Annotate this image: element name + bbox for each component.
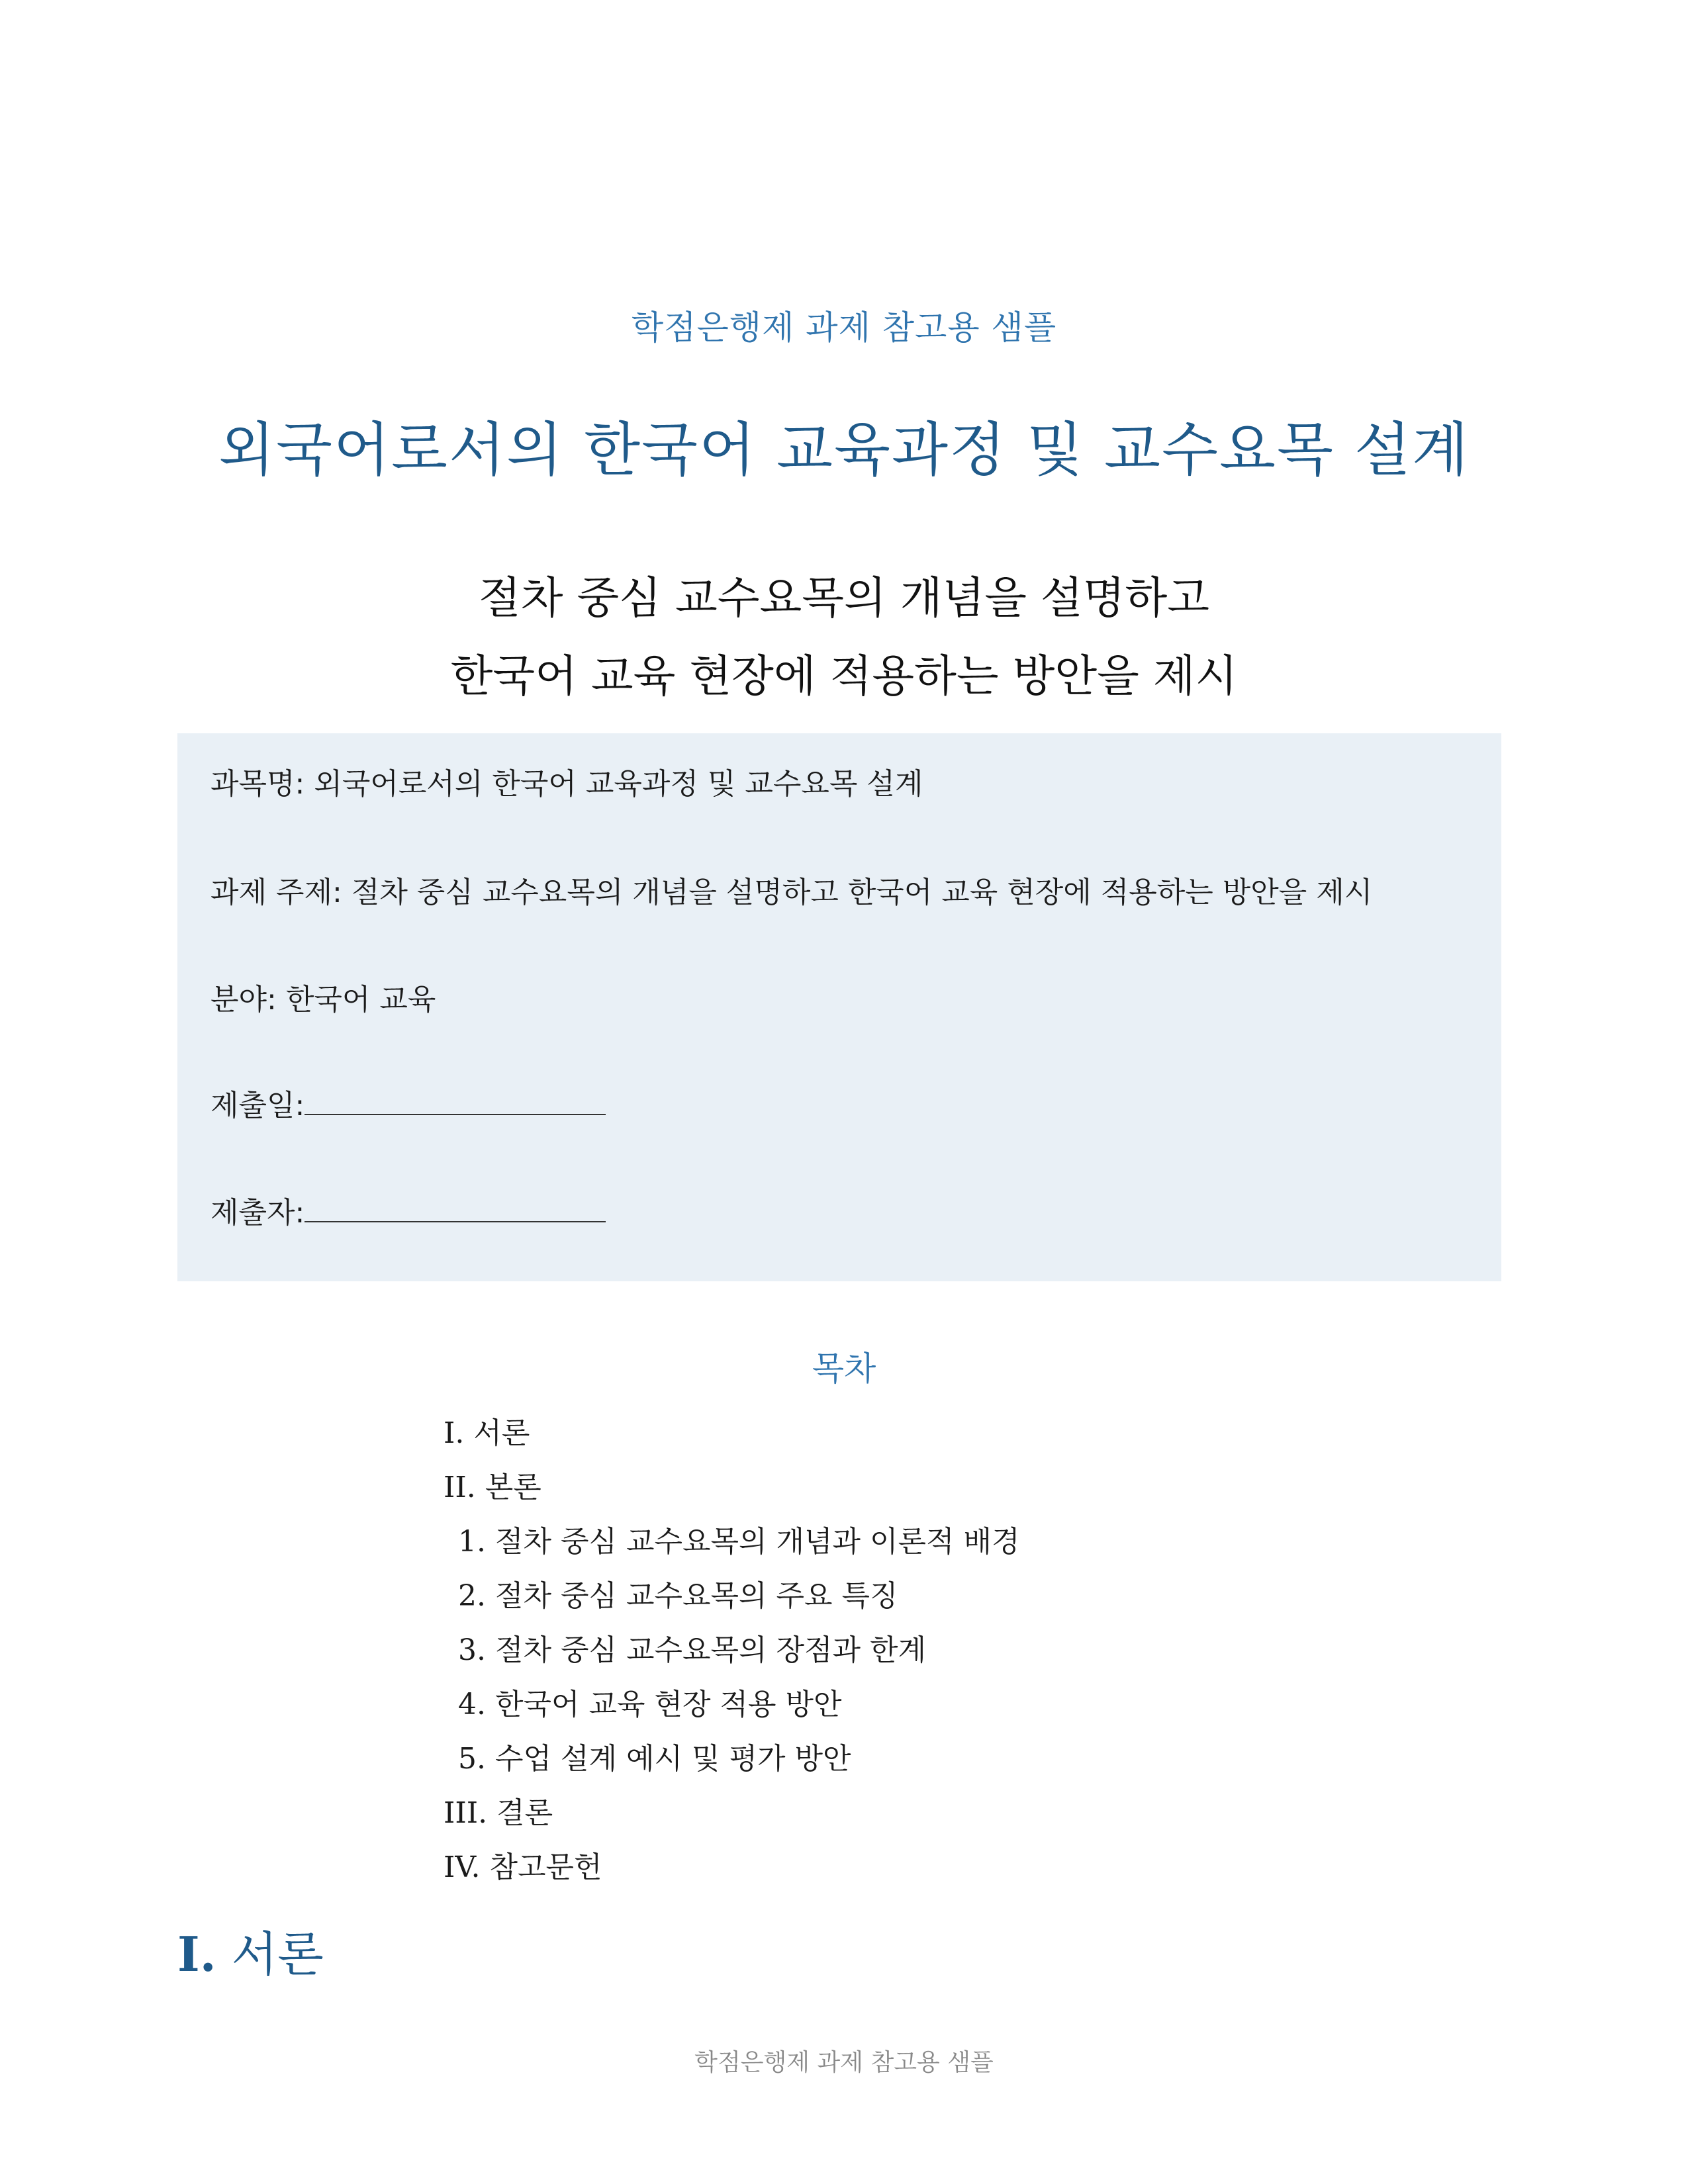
document-subtitle: [0, 559, 1688, 715]
toc-item: 2. 절차 중심 교수요목의 주요 특징: [458, 1579, 898, 1613]
subtitle-line-2: 한국어 교육 현장에 적용하는 방안을 제시: [450, 651, 1238, 702]
header-label: 학점은행제 과제 참고용 샘플: [631, 308, 1057, 347]
course-name: 과목명: 외국어로서의 한국어 교육과정 및 교수요목 설계: [211, 767, 923, 801]
submission-date: [211, 1081, 606, 1124]
toc-item: II. 본론: [444, 1471, 541, 1504]
toc-item: III. 결론: [444, 1796, 553, 1830]
toc-item: 5. 수업 설계 예시 및 평가 방안: [458, 1742, 851, 1776]
toc-item: 3. 절차 중심 교수요목의 장점과 한계: [458, 1633, 926, 1667]
table-of-contents: [444, 1406, 1019, 1895]
document-title: 외국어로서의 한국어 교육과정 및 교수요목 설계: [218, 416, 1470, 484]
subtitle-line-1: 절차 중심 교수요목의 개념을 설명하고: [478, 572, 1209, 623]
section-heading-introduction: I. 서론: [177, 1926, 324, 1982]
toc-item: 1. 절차 중심 교수요목의 개념과 이론적 배경: [458, 1525, 1020, 1559]
toc-item: IV. 참고문헌: [444, 1850, 602, 1884]
submission-date-blank: [305, 1087, 606, 1115]
field: 분야: 한국어 교육: [211, 983, 436, 1017]
toc-item: I. 서론: [444, 1416, 530, 1450]
info-box: [177, 733, 1501, 1281]
submission-date-label: 제출일:: [211, 1089, 305, 1122]
submitter: [211, 1189, 606, 1231]
assignment-topic: 과제 주제: 절차 중심 교수요목의 개념을 설명하고 한국어 교육 현장에 적용하는 방안을 제시: [211, 876, 1373, 909]
submitter-label: 제출자:: [211, 1196, 305, 1230]
submitter-blank: [305, 1195, 606, 1222]
page-footer: 학점은행제 과제 참고용 샘플: [694, 2049, 994, 2076]
toc-item: 4. 한국어 교육 현장 적용 방안: [458, 1688, 842, 1721]
toc-title: 목차: [812, 1349, 876, 1388]
